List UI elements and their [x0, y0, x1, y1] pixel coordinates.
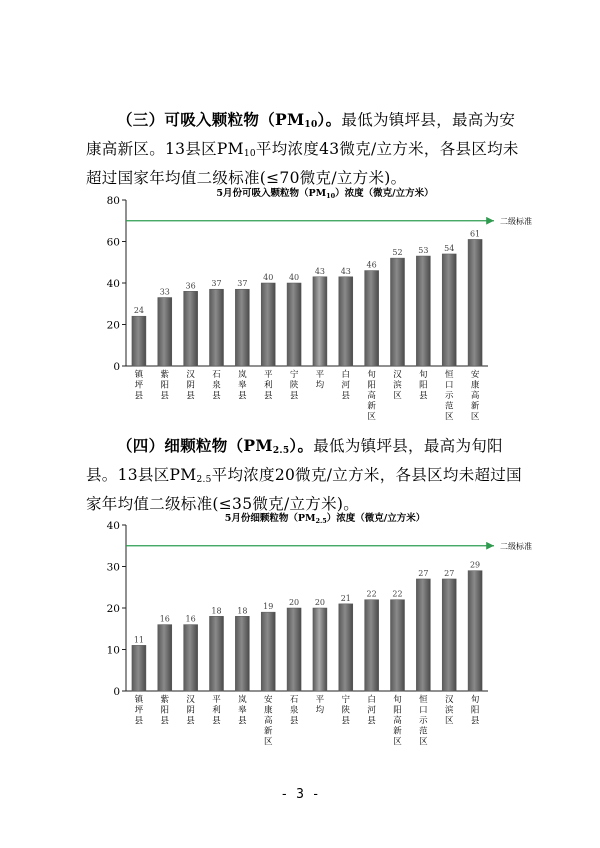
bar-14	[468, 239, 482, 366]
bar-8	[313, 277, 327, 366]
bar-8	[313, 608, 327, 691]
section-pm10-heading	[117, 110, 341, 129]
page-number: - 3 -	[280, 787, 320, 802]
y-tick-label: 60	[106, 236, 120, 249]
bar-4	[210, 289, 224, 366]
data-label: 20	[314, 598, 326, 607]
bar-12	[416, 579, 430, 691]
y-tick-label: 20	[106, 319, 120, 332]
data-label: 43	[340, 266, 351, 276]
x-tick-label: 石泉县	[212, 370, 221, 401]
data-label: 27	[444, 568, 455, 578]
data-label: 40	[263, 273, 274, 282]
bar-13	[442, 579, 456, 691]
y-tick-label: 40	[106, 520, 120, 532]
data-label: 21	[340, 593, 351, 603]
bar-7	[287, 283, 301, 366]
data-label: 18	[237, 606, 248, 616]
bar-9	[339, 604, 353, 691]
data-label: 43	[314, 266, 326, 276]
data-label: 36	[185, 281, 196, 291]
section-pm25-heading-text: （四）细颗粒物（PM	[117, 436, 273, 455]
section-pm10-heading-text: （三）可吸入颗粒物（PM	[117, 110, 305, 129]
y-tick-label: 80	[106, 195, 120, 207]
data-label: 37	[211, 279, 222, 289]
bar-6	[261, 283, 275, 366]
bar-10	[365, 271, 379, 366]
bar-2	[158, 298, 172, 366]
section-pm25-heading	[117, 436, 313, 455]
pm25-chart	[0, 505, 600, 753]
x-tick-label: 宁陕县	[289, 370, 299, 401]
data-label: 33	[159, 287, 170, 297]
x-tick-label: 汉阴县	[186, 695, 195, 726]
data-label: 29	[469, 560, 481, 570]
chart-title: 5月份细颗粒物$(PM_{2.5})$浓度（微克/立方米）	[224, 513, 426, 525]
section-pm25-text-1: 最低为镇坪县，最高为旬阳县。13县区PM	[86, 437, 503, 484]
section-pm25-heading-close: ）。	[289, 436, 314, 455]
data-label: 54	[444, 243, 455, 253]
x-tick-label: 岚皋县	[238, 695, 247, 726]
data-label: 11	[133, 635, 145, 645]
pm10-chart	[0, 180, 600, 428]
bar-10	[365, 600, 379, 691]
data-label: 53	[418, 246, 429, 256]
bar-9	[339, 277, 353, 366]
section-pm25-text-sub: 2.5	[196, 475, 212, 485]
x-tick-label: 恒口示范区	[419, 695, 428, 747]
data-label: 27	[418, 568, 429, 578]
x-tick-label: 岚皋县	[238, 370, 247, 401]
y-tick-label: 0	[113, 361, 120, 373]
bar-13	[442, 254, 456, 366]
data-label: 16	[185, 614, 196, 624]
x-tick-label: 宁陕县	[341, 695, 351, 726]
bar-4	[210, 616, 224, 691]
x-tick-label: 平均	[315, 370, 325, 391]
standard-label: 二级标准	[500, 216, 532, 226]
section-pm10-text-sub: 10	[243, 149, 256, 159]
bar-5	[235, 289, 249, 366]
x-tick-label: 恒口示范区	[444, 370, 454, 422]
bar-12	[416, 256, 430, 366]
x-tick-label: 平利县	[263, 370, 273, 401]
x-tick-label: 汉滨区	[444, 695, 454, 726]
section-pm10-text-1: 最低为镇坪县，最高为安康高新区。13县区PM	[86, 111, 516, 158]
bar-3	[184, 625, 198, 691]
x-tick-label: 白河县	[341, 370, 351, 401]
x-tick-label: 旬阳高新区	[393, 695, 402, 747]
x-tick-label: 平均	[315, 695, 325, 716]
y-tick-label: 40	[106, 278, 120, 290]
bar-14	[468, 571, 482, 691]
y-tick-label: 30	[106, 561, 120, 574]
data-label: 22	[392, 589, 403, 599]
data-label: 46	[366, 260, 377, 270]
x-tick-label: 旬阳县	[470, 695, 480, 726]
bar-5	[235, 616, 249, 691]
bar-7	[287, 608, 301, 691]
bar-6	[261, 612, 275, 691]
x-tick-label: 镇坪县	[134, 370, 144, 401]
section-pm10-heading-sub: 10	[304, 120, 318, 130]
x-tick-label: 安康高新区	[263, 695, 273, 747]
data-label: 19	[263, 602, 274, 612]
bar-2	[158, 625, 172, 691]
standard-label: 二级标准	[500, 541, 532, 551]
chart-title: 5月份可吸入颗粒物$(PM_{10})$浓度（微克/立方米）	[216, 188, 434, 200]
data-label: 22	[366, 589, 377, 599]
data-label: 40	[288, 273, 300, 282]
x-tick-label: 石泉县	[289, 695, 299, 726]
x-tick-label: 安康高新区	[470, 370, 480, 422]
section-pm10-text-2: 平均浓度43微克/立方米，各县区均未超过国家年均值二级标准(≤70微克/立方米)。	[86, 140, 519, 187]
y-tick-label: 0	[113, 686, 120, 698]
data-label: 37	[237, 279, 248, 289]
x-tick-label: 紫阳县	[160, 370, 170, 401]
section-pm25-heading-sub: 2.5	[272, 446, 290, 456]
bar-3	[184, 291, 198, 366]
bar-11	[391, 258, 405, 366]
x-tick-label: 汉阴县	[186, 370, 195, 401]
bar-11	[391, 600, 405, 691]
data-label: 16	[159, 614, 170, 624]
section-pm25-text-2: 平均浓度20微克/立方米，各县区均未超过国家年均值二级标准(≤35微克/立方米)。	[86, 466, 522, 513]
data-label: 24	[133, 306, 145, 316]
x-tick-label: 白河县	[367, 695, 376, 726]
data-label: 52	[392, 248, 403, 258]
x-tick-label: 旬阳县	[419, 370, 428, 401]
section-pm10-heading-close: ）。	[317, 110, 342, 129]
x-tick-label: 汉滨区	[393, 370, 402, 401]
x-tick-label: 旬阳高新区	[367, 370, 376, 422]
bar-1	[132, 645, 146, 691]
x-tick-label: 平利县	[212, 695, 221, 726]
y-tick-label: 20	[106, 603, 120, 615]
data-label: 20	[288, 598, 300, 607]
bar-1	[132, 316, 146, 366]
data-label: 18	[211, 606, 222, 616]
y-tick-label: 10	[106, 644, 120, 657]
x-tick-label: 镇坪县	[134, 695, 144, 726]
data-label: 61	[469, 229, 481, 239]
x-tick-label: 紫阳县	[160, 695, 170, 726]
